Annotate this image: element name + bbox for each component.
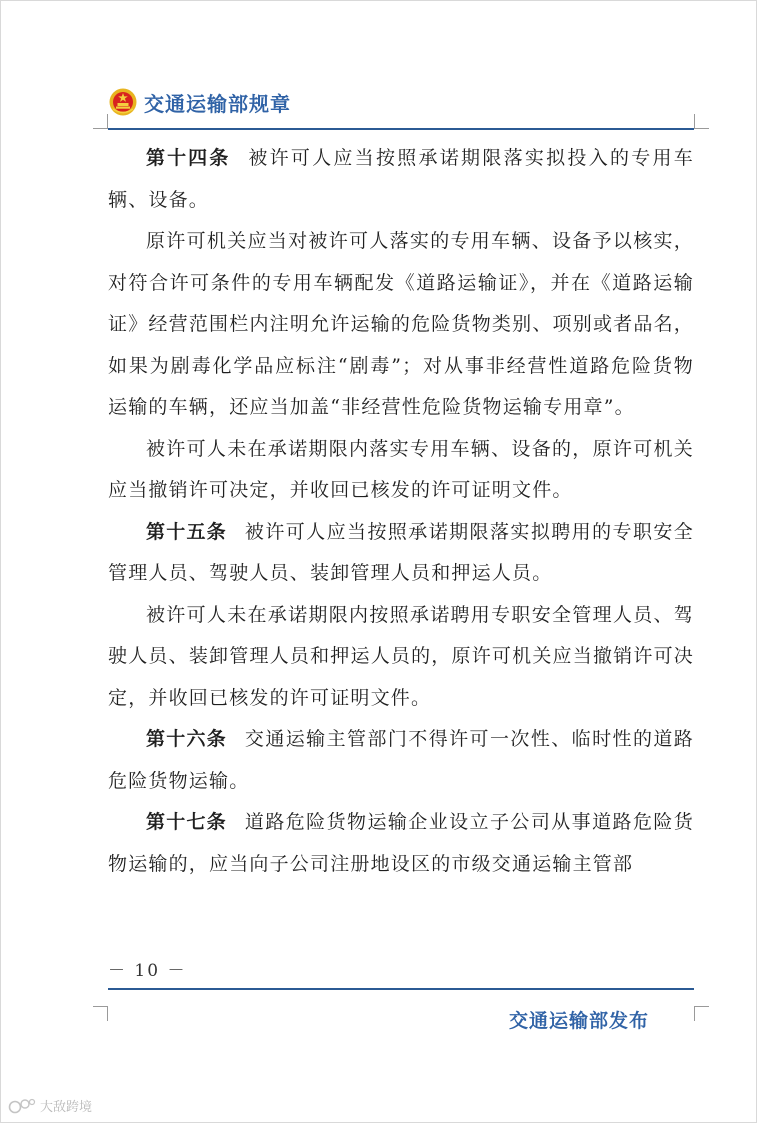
- article-number: 第十五条: [146, 520, 227, 543]
- paragraph-article-14: [108, 138, 694, 221]
- watermark-logo-icon: [8, 1097, 36, 1115]
- paragraph-article-16: [108, 719, 694, 802]
- crop-mark-top-left: [93, 114, 108, 129]
- crop-mark-bottom-left: [93, 1006, 108, 1021]
- paragraph-text: 被许可人应当按照承诺期限落实拟聘用的专职安全管理人员、驾驶人员、装卸管理人员和押运人员。: [108, 520, 694, 584]
- paragraph-text: 原许可机关应当对被许可人落实的专用车辆、设备予以核实，对符合许可条件的专用车辆配发《道路运输证》，并在《道路运输证》经营范围栏内注明允许运输的危险货物类别、项别或者品名，如果为剧毒化学品应标注“剧毒”；对从事非经营性道路危险货物运输的车辆，还应当加盖“非经营性危险货物运输专用章”。: [108, 230, 694, 418]
- page-number: － 10 －: [108, 961, 187, 981]
- article-number: 第十七条: [146, 811, 227, 833]
- article-number: 第十四条: [146, 147, 231, 169]
- national-emblem-icon: [108, 87, 138, 117]
- crop-mark-bottom-right: [694, 1006, 709, 1021]
- footer-publisher: 交通运输部发布: [508, 1010, 649, 1032]
- paragraph-article-15: [108, 512, 694, 595]
- paragraph-text: 道路危险货物运输企业设立子公司从事道路危险货物运输的，应当向子公司注册地设区的市级交通运输主管部: [108, 811, 694, 875]
- watermark-text: 大敌跨境: [40, 1100, 93, 1115]
- header-rule: [108, 128, 694, 130]
- header-title: 交通运输部规章: [144, 91, 291, 116]
- crop-mark-top-right: [694, 114, 709, 129]
- watermark: [8, 1096, 92, 1115]
- paragraph-text: 被许可人未在承诺期限内按照承诺聘用专职安全管理人员、驾驶人员、装卸管理人员和押运人员的，原许可机关应当撤销许可决定，并收回已核发的许可证明文件。: [108, 603, 694, 709]
- paragraph-text: 被许可人应当按照承诺期限落实拟投入的专用车辆、设备。: [108, 147, 694, 211]
- article-number: 第十六条: [146, 728, 227, 750]
- paragraph-text: 被许可人未在承诺期限内落实专用车辆、设备的，原许可机关应当撤销许可决定，并收回已核发的许可证明文件。: [108, 437, 694, 501]
- paragraph: [108, 221, 694, 429]
- paragraph-text: 交通运输主管部门不得许可一次性、临时性的道路危险货物运输。: [108, 728, 694, 792]
- paragraph: [108, 595, 694, 720]
- document-header: [108, 84, 291, 120]
- paragraph: [108, 429, 694, 512]
- footer-rule: [108, 988, 694, 990]
- paragraph-article-17: [108, 802, 694, 885]
- document-body: [108, 138, 694, 885]
